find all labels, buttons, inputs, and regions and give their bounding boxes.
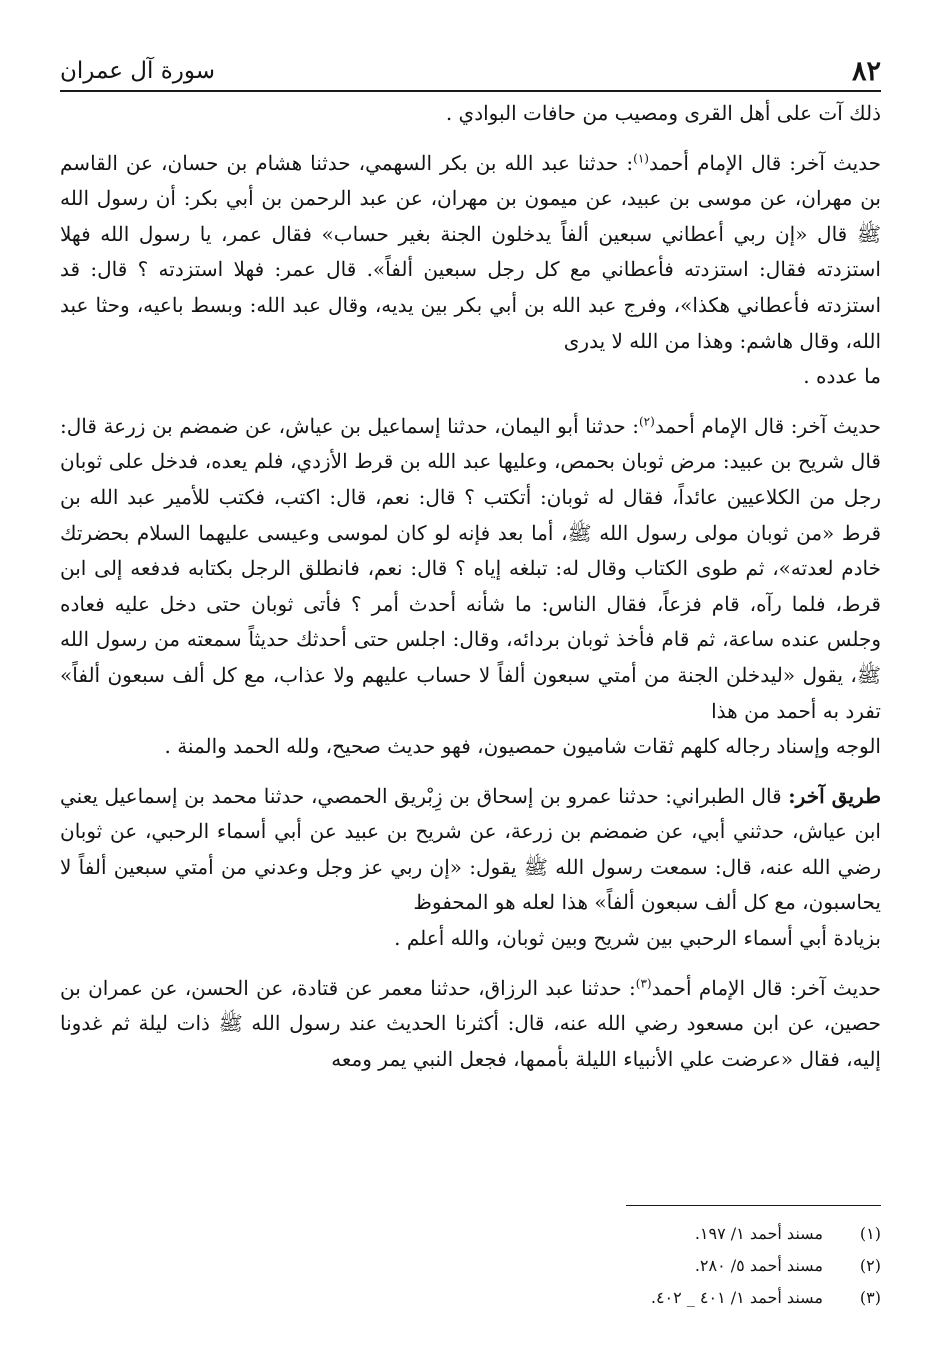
paragraph-text: ذلك آت على أهل القرى ومصيب من حافات البوادي . bbox=[445, 101, 881, 125]
footnote-item bbox=[300, 1282, 881, 1314]
footnote-number: (٣) bbox=[859, 1288, 881, 1307]
running-title: سورة آل عمران bbox=[60, 58, 216, 84]
footnote-marker: (٣) bbox=[635, 976, 652, 990]
paragraph-text: : حدثنا أبو اليمان، حدثنا إسماعيل بن عياش، عن ضمضم بن زرعة قال: قال شريح بن عبيد: مرض ثوبان بحمص، وعليها عبد الله بن قرط الأزدي، فلم يعده، فدخل على ثوبان رجل من الكلاعيين عائداً، فقال له ثوبان: أتكتب ؟ قال: نعم، قال: اكتب، فكتب للأمير عبد الله بن قرط «من ثوبان مولى رسول الله ﷺ، أما بعد فإنه لو كان لموسى وعيسى عليهما السلام بحضرتك خادم لعدته»، ثم طوى الكتاب وقال له: تبلغه إياه ؟ قال: نعم، فانطلق الرجل بكتابه فدفعه إلى ابن قرط، فلما رآه، قام فزعاً، فقال الناس: ما شأنه أحدث أمر ؟ فأتى ثوبان حتى دخل عليه فعاده وجلس عنده ساعة، ثم قام فأخذ ثوبان بردائه، وقال: اجلس حتى أحدثك حديثاً سمعته من رسول الله ﷺ، يقول «ليدخلن الجنة من أمتي سبعون ألفاً لا حساب عليهم ولا عذاب، مع كل ألف سبعون ألفاً» تفرد به أحمد من هذا bbox=[60, 413, 881, 723]
footnote-divider bbox=[626, 1205, 881, 1206]
footnote-text: مسند أحمد ٥/ ٢٨٠. bbox=[694, 1256, 823, 1275]
paragraph-tail: الوجه وإسناد رجاله كلهم ثقات شاميون حمصيون، فهو حديث صحيح، ولله الحمد والمنة . bbox=[164, 734, 881, 759]
section-lead: حديث آخر: bbox=[789, 150, 882, 175]
section-lead: حديث آخر: bbox=[789, 975, 881, 1000]
paragraph-4 bbox=[60, 779, 881, 957]
footnotes bbox=[300, 1218, 881, 1314]
paragraph-tail: ما عدده . bbox=[803, 364, 881, 389]
paragraph-2 bbox=[60, 146, 881, 395]
page-number: ٨٢ bbox=[851, 56, 881, 87]
footnote-number: (١) bbox=[859, 1224, 881, 1243]
footnote-item bbox=[300, 1250, 881, 1282]
paragraph-text: : حدثنا عبد الله بن بكر السهمي، حدثنا هشام بن حسان، عن القاسم بن مهران، عن موسى بن عبيد، عن ميمون بن مهران، عن عبد الرحمن بن أبي بكر: أن رسول الله ﷺ قال «إن ربي أعطاني سبعين ألفاً يدخلون الجنة بغير حساب» فقال عمر، يا رسول الله فهلا استزدته فقال: استزدته فأعطاني مع كل رجل سبعين ألفاً». قال عمر: فهلا استزدته ؟ قال: قد استزدته فأعطاني هكذا»، وفرج عبد الله بن أبي بكر بين يديه، وقال عبد الله: وبسط باعيه، وحثا عبد الله، وقال هاشم: وهذا من الله لا يدرى bbox=[60, 150, 881, 353]
footnote-number: (٢) bbox=[859, 1256, 881, 1275]
paragraph-prefix: قال الإمام أحمد bbox=[648, 150, 790, 175]
section-lead: طريق آخر: bbox=[788, 783, 882, 808]
paragraph-prefix: قال الإمام أحمد bbox=[654, 413, 791, 438]
paragraph-1 bbox=[60, 96, 881, 132]
page-header bbox=[60, 50, 881, 92]
footnote-marker: (١) bbox=[633, 150, 649, 165]
footnote-text: مسند أحمد ١/ ١٩٧. bbox=[694, 1224, 823, 1243]
paragraph-text: : حدثنا عبد الرزاق، حدثنا معمر عن قتادة، عن الحسن، عن عمران بن حصين، عن ابن مسعود رضي الله عنه، قال: أكثرنا الحديث عند رسول الله ﷺ ذات ليلة ثم غدونا إليه، فقال «عرضت علي الأنبياء الليلة بأممها، فجعل النبي يمر ومعه bbox=[60, 975, 881, 1071]
paragraph-3 bbox=[60, 409, 881, 765]
paragraph-tail: بزيادة أبي أسماء الرحبي بين شريح وبين ثوبان، والله أعلم . bbox=[394, 926, 881, 951]
main-text bbox=[60, 96, 881, 1077]
paragraph-text: قال الطبراني: حدثنا عمرو بن إسحاق بن زِبْريق الحمصي، حدثنا محمد بن إسماعيل يعني ابن عياش، حدثني أبي، عن ضمضم بن زرعة، عن شريح بن عبيد عن أبي أسماء الرحبي، عن ثوبان رضي الله عنه، قال: سمعت رسول الله ﷺ يقول: «إن ربي عز وجل وعدني من أمتي سبعين ألفاً لا يحاسبون، مع كل ألف سبعون ألفاً» هذا لعله هو المحفوظ bbox=[60, 783, 881, 915]
footnote-marker: (٢) bbox=[638, 414, 655, 429]
section-lead: حديث آخر: bbox=[790, 413, 882, 438]
paragraph-5 bbox=[60, 971, 881, 1078]
footnote-item bbox=[300, 1218, 881, 1250]
footnote-text: مسند أحمد ١/ ٤٠١ _ ٤٠٢. bbox=[650, 1288, 823, 1307]
paragraph-prefix: قال الإمام أحمد bbox=[651, 975, 790, 1000]
